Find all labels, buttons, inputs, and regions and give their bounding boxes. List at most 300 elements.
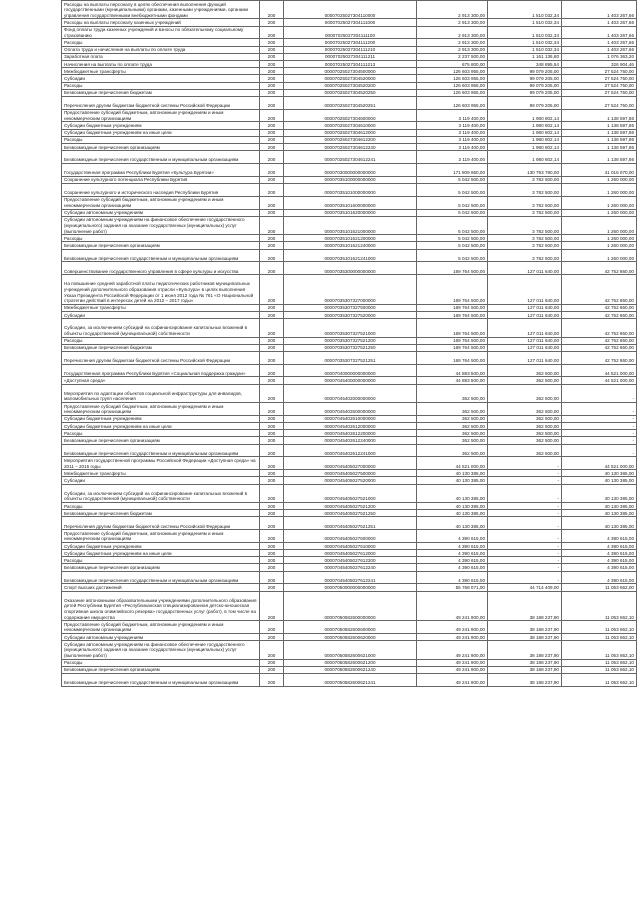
row-approved-cell: 3 119 400,00 — [417, 109, 488, 122]
row-remaining-cell: 42 752 860,00 — [562, 304, 637, 311]
row-name-cell: Субсидии бюджетным учреждениям на иные цели — [62, 550, 260, 557]
row-code-cell: 200 — [260, 109, 284, 122]
row-remaining-cell: 11 053 662,10 — [562, 674, 637, 687]
row-code-cell: 200 — [260, 584, 284, 591]
row-code-cell: 200 — [260, 176, 284, 183]
row-remaining-cell: - — [562, 423, 637, 430]
row-approved-cell: 44 883 500,00 — [417, 377, 488, 384]
table-row — [62, 591, 637, 621]
row-remaining-cell: 1 138 597,86 — [562, 136, 637, 143]
row-code-cell: 200 — [260, 82, 284, 89]
row-name-cell: Субсидии — [62, 477, 260, 484]
row-executed-cell: 1 980 802,14 — [488, 109, 562, 122]
row-code-cell: 200 — [260, 122, 284, 129]
row-approved-cell: 4 390 615,00 — [417, 542, 488, 549]
row-code-cell: 200 — [260, 184, 284, 197]
table-row — [62, 184, 637, 197]
row-code-cell: 200 — [260, 571, 284, 584]
expenditure-table — [61, 0, 637, 687]
table-row — [62, 122, 637, 129]
row-approved-cell: 169 764 500,00 — [417, 275, 488, 305]
row-executed-cell: - — [488, 470, 562, 477]
row-name-cell: Субсидии автономным учреждениям на финансовое обеспечение государственного (муниципального) задания на оказание государственных (муниципальных) услуг (выполнение работ) — [62, 641, 260, 659]
row-executed-cell: - — [488, 457, 562, 470]
row-code-cell: 200 — [260, 666, 284, 673]
row-remaining-cell: 44 521 000,00 — [562, 457, 637, 470]
row-executed-cell: 362 500,00 — [488, 403, 562, 416]
row-executed-cell: 99 079 205,00 — [488, 82, 562, 89]
row-name-cell: Оплата труда и начисления на выплаты по оплате труда — [62, 46, 260, 53]
table-row — [62, 262, 637, 275]
row-kbk-cell: 00007045405027612000 — [284, 550, 417, 557]
row-remaining-cell: 27 524 750,00 — [562, 68, 637, 75]
row-kbk-cell: 00007045405027521251 — [284, 517, 417, 530]
row-executed-cell: 3 782 500,00 — [488, 176, 562, 183]
row-name-cell: Расходы на выплаты персоналу в целях обеспечения выполнения функций государственными (муниципальными) органами, казенными учреждениями, органами управления государственными внебюджетными фондами — [62, 1, 260, 19]
table-row — [62, 89, 637, 96]
row-remaining-cell: 11 053 662,10 — [562, 634, 637, 641]
row-name-cell: Предоставление субсидий бюджетным, автономным учреждениям и иным некоммерческим организациям — [62, 196, 260, 209]
table-body — [62, 1, 637, 687]
row-name-cell: Субсидии бюджетным учреждениям на иные цели — [62, 129, 260, 136]
row-remaining-cell: 1 138 597,86 — [562, 109, 637, 122]
row-name-cell: Расходы — [62, 337, 260, 344]
row-kbk-cell: 00007035101000000000 — [284, 184, 417, 197]
row-approved-cell: 362 500,00 — [417, 444, 488, 457]
row-executed-cell: - — [488, 484, 562, 502]
row-approved-cell: 4 390 615,00 — [417, 530, 488, 543]
row-executed-cell: 3 782 500,00 — [488, 242, 562, 249]
row-remaining-cell: 40 130 385,00 — [562, 502, 637, 509]
row-code-cell: 200 — [260, 19, 284, 26]
row-remaining-cell: 40 130 385,00 — [562, 470, 637, 477]
row-code-cell: 200 — [260, 144, 284, 151]
row-remaining-cell: 1 403 267,66 — [562, 1, 637, 19]
table-row — [62, 502, 637, 509]
table-row — [62, 484, 637, 502]
row-code-cell: 200 — [260, 235, 284, 242]
row-code-cell: 200 — [260, 1, 284, 19]
row-name-cell: Предоставление субсидий бюджетным, автономным учреждениям и иным некоммерческим организациям — [62, 109, 260, 122]
row-kbk-cell: 00007025027304111211 — [284, 53, 417, 60]
row-executed-cell: 1 510 032,34 — [488, 39, 562, 46]
row-approved-cell: 44 521 000,00 — [417, 457, 488, 470]
row-code-cell: 200 — [260, 304, 284, 311]
row-kbk-cell: 00007040000000000000 — [284, 364, 417, 377]
row-name-cell: Безвозмездные перечисления государственным и муниципальным организациям — [62, 444, 260, 457]
row-kbk-cell: 00007045402610000000 — [284, 415, 417, 422]
row-code-cell: 200 — [260, 377, 284, 384]
table-row — [62, 75, 637, 82]
row-approved-cell: 40 130 385,00 — [417, 470, 488, 477]
table-row — [62, 82, 637, 89]
row-code-cell: 200 — [260, 351, 284, 364]
row-code-cell: 200 — [260, 96, 284, 109]
table-row — [62, 144, 637, 151]
row-executed-cell: 3 782 500,00 — [488, 184, 562, 197]
row-remaining-cell: 1 138 597,86 — [562, 129, 637, 136]
row-approved-cell: 2 913 300,00 — [417, 39, 488, 46]
row-executed-cell: 1 510 032,34 — [488, 1, 562, 19]
table-row — [62, 46, 637, 53]
row-approved-cell: 3 119 400,00 — [417, 129, 488, 136]
row-code-cell: 200 — [260, 415, 284, 422]
row-remaining-cell: 42 752 860,00 — [562, 344, 637, 351]
row-executed-cell: 38 188 237,90 — [488, 621, 562, 634]
row-name-cell: Сохранение культурного потенциала Республики Бурятия — [62, 176, 260, 183]
row-kbk-cell: 00007025027304111210 — [284, 46, 417, 53]
row-name-cell: Расходы — [62, 659, 260, 666]
row-kbk-cell: 00007025027304520251 — [284, 96, 417, 109]
row-name-cell: Субсидии, за исключением субсидий на софинансирование капитальных вложений в объекты государственной (муниципальной) собственности — [62, 484, 260, 502]
row-name-cell: Государственная программа Республики Бурятия «Культура Бурятии» — [62, 164, 260, 177]
table-row — [62, 470, 637, 477]
row-executed-cell: 38 188 237,90 — [488, 666, 562, 673]
row-code-cell: 200 — [260, 53, 284, 60]
row-approved-cell: 362 500,00 — [417, 423, 488, 430]
row-executed-cell: - — [488, 477, 562, 484]
row-kbk-cell: 00007025027304612241 — [284, 151, 417, 164]
table-row — [62, 659, 637, 666]
row-code-cell: 200 — [260, 457, 284, 470]
row-approved-cell: 5 042 500,00 — [417, 209, 488, 216]
row-remaining-cell: 42 752 860,00 — [562, 262, 637, 275]
row-remaining-cell: 40 130 385,00 — [562, 517, 637, 530]
row-kbk-cell: 00007045405027521200 — [284, 502, 417, 509]
row-approved-cell: 49 241 900,00 — [417, 634, 488, 641]
row-code-cell: 200 — [260, 444, 284, 457]
row-executed-cell: 3 782 500,00 — [488, 249, 562, 262]
table-row — [62, 96, 637, 109]
row-approved-cell: 49 241 900,00 — [417, 641, 488, 659]
row-executed-cell: - — [488, 502, 562, 509]
row-executed-cell: 362 500,00 — [488, 437, 562, 444]
row-code-cell: 200 — [260, 319, 284, 337]
table-row — [62, 319, 637, 337]
row-name-cell: Субсидии автономным учреждениям — [62, 209, 260, 216]
row-name-cell: Межбюджетные трансферты — [62, 304, 260, 311]
row-executed-cell: 127 011 640,00 — [488, 351, 562, 364]
row-code-cell: 200 — [260, 403, 284, 416]
row-remaining-cell: 41 016 070,00 — [562, 164, 637, 177]
row-remaining-cell: 40 130 385,00 — [562, 484, 637, 502]
row-name-cell: Безвозмездные перечисления бюджетам — [62, 510, 260, 517]
row-executed-cell: - — [488, 564, 562, 571]
row-remaining-cell: - — [562, 403, 637, 416]
row-approved-cell: 3 119 400,00 — [417, 144, 488, 151]
row-code-cell: 200 — [260, 89, 284, 96]
row-approved-cell: 44 883 500,00 — [417, 364, 488, 377]
table-row — [62, 176, 637, 183]
row-code-cell: 200 — [260, 364, 284, 377]
row-name-cell: Предоставление субсидий бюджетным, автономным учреждениям и иным некоммерческим организациям — [62, 621, 260, 634]
row-kbk-cell: 00007045405027521250 — [284, 510, 417, 517]
row-approved-cell: 40 130 385,00 — [417, 510, 488, 517]
row-executed-cell: 99 079 205,00 — [488, 89, 562, 96]
table-row — [62, 19, 637, 26]
row-name-cell: Безвозмездные перечисления государственным и муниципальным организациям — [62, 571, 260, 584]
row-kbk-cell: 00007035101620000000 — [284, 209, 417, 216]
row-approved-cell: 362 500,00 — [417, 437, 488, 444]
table-row — [62, 311, 637, 318]
row-kbk-cell: 00007045402612200000 — [284, 430, 417, 437]
row-remaining-cell: 27 524 750,00 — [562, 89, 637, 96]
row-approved-cell: 126 603 955,00 — [417, 75, 488, 82]
table-row — [62, 634, 637, 641]
row-code-cell: 200 — [260, 557, 284, 564]
table-row — [62, 621, 637, 634]
row-name-cell: Мероприятия государственной программы Российской Федерации «Доступная среда» на 2011 – 2015 годы — [62, 457, 260, 470]
table-row — [62, 423, 637, 430]
row-remaining-cell: 1 260 000,00 — [562, 184, 637, 197]
row-remaining-cell: 1 403 267,66 — [562, 26, 637, 39]
row-approved-cell: 49 241 900,00 — [417, 591, 488, 621]
row-approved-cell: 362 500,00 — [417, 430, 488, 437]
row-kbk-cell: 00007025027304610000 — [284, 122, 417, 129]
table-row — [62, 530, 637, 543]
row-kbk-cell: 00007025027304111000 — [284, 19, 417, 26]
row-kbk-cell: 00007045405027612240 — [284, 564, 417, 571]
table-row — [62, 542, 637, 549]
row-kbk-cell: 00007025027304520250 — [284, 89, 417, 96]
table-row — [62, 550, 637, 557]
row-executed-cell: 1 980 802,14 — [488, 136, 562, 143]
row-remaining-cell: 4 390 615,00 — [562, 571, 637, 584]
row-approved-cell: 5 042 500,00 — [417, 249, 488, 262]
row-kbk-cell: 00007050582600620000 — [284, 634, 417, 641]
table-row — [62, 351, 637, 364]
row-code-cell: 200 — [260, 39, 284, 46]
row-executed-cell: 1 980 802,14 — [488, 122, 562, 129]
row-code-cell: 200 — [260, 384, 284, 402]
row-executed-cell: 127 011 640,00 — [488, 262, 562, 275]
row-remaining-cell: 1 138 597,86 — [562, 151, 637, 164]
table-row — [62, 517, 637, 530]
row-executed-cell: 362 500,00 — [488, 423, 562, 430]
row-code-cell: 200 — [260, 437, 284, 444]
table-row — [62, 457, 637, 470]
row-kbk-cell: 00007045405027610000 — [284, 542, 417, 549]
row-executed-cell: 362 500,00 — [488, 444, 562, 457]
row-approved-cell: 5 042 500,00 — [417, 184, 488, 197]
row-executed-cell: 38 188 237,90 — [488, 591, 562, 621]
row-executed-cell: 3 782 500,00 — [488, 216, 562, 234]
row-approved-cell: 171 809 850,00 — [417, 164, 488, 177]
row-executed-cell: 44 714 409,00 — [488, 584, 562, 591]
row-approved-cell: 49 241 900,00 — [417, 621, 488, 634]
row-code-cell: 200 — [260, 621, 284, 634]
row-remaining-cell: 27 524 750,00 — [562, 96, 637, 109]
row-kbk-cell: 00007025027304111200 — [284, 39, 417, 46]
row-approved-cell: 126 603 955,00 — [417, 68, 488, 75]
report-sheet — [61, 0, 636, 687]
row-name-cell: Перечисления другим бюджетам бюджетной системы Российской Федерации — [62, 517, 260, 530]
table-row — [62, 337, 637, 344]
table-row — [62, 39, 637, 46]
row-remaining-cell: 44 521 000,00 — [562, 364, 637, 377]
row-name-cell: Безвозмездные перечисления государственным и муниципальным организациям — [62, 249, 260, 262]
row-kbk-cell: 00007045402600000000 — [284, 403, 417, 416]
row-remaining-cell: 1 138 597,86 — [562, 144, 637, 151]
row-code-cell: 200 — [260, 262, 284, 275]
row-kbk-cell: 00007045402612000000 — [284, 423, 417, 430]
row-name-cell: Совершенствование государственного управления в сфере культуры и искусства — [62, 262, 260, 275]
row-remaining-cell: 42 752 860,00 — [562, 351, 637, 364]
row-executed-cell: 348 895,54 — [488, 60, 562, 67]
row-remaining-cell: - — [562, 444, 637, 457]
row-kbk-cell: 00007025027304111100 — [284, 26, 417, 39]
row-kbk-cell: 00007035101621000000 — [284, 216, 417, 234]
row-remaining-cell: 27 524 750,00 — [562, 75, 637, 82]
row-name-cell: Начисления на выплаты по оплате труда — [62, 60, 260, 67]
row-name-cell: Мероприятия по адаптации объектов социальной инфраструктуры для инвалидов, маломобильных групп населения — [62, 384, 260, 402]
row-name-cell: Безвозмездные перечисления организациям — [62, 144, 260, 151]
table-row — [62, 235, 637, 242]
row-remaining-cell: 1 260 000,00 — [562, 249, 637, 262]
row-kbk-cell: 00007045405027612241 — [284, 571, 417, 584]
row-remaining-cell: 40 130 385,00 — [562, 477, 637, 484]
row-name-cell: Заработная плата — [62, 53, 260, 60]
row-kbk-cell: 00007050582600621200 — [284, 659, 417, 666]
row-executed-cell: - — [488, 571, 562, 584]
row-remaining-cell: 1 260 000,00 — [562, 235, 637, 242]
row-code-cell: 200 — [260, 564, 284, 571]
row-kbk-cell: 00007050582600621000 — [284, 641, 417, 659]
row-kbk-cell: 00007035307327000000 — [284, 275, 417, 305]
row-remaining-cell: 11 053 662,10 — [562, 591, 637, 621]
row-approved-cell: 5 042 500,00 — [417, 242, 488, 249]
row-kbk-cell: 00007035307327521250 — [284, 344, 417, 351]
row-executed-cell: 127 011 640,00 — [488, 304, 562, 311]
row-name-cell: Безвозмездные перечисления организациям — [62, 242, 260, 249]
row-executed-cell: 38 188 237,90 — [488, 634, 562, 641]
row-executed-cell: 3 782 500,00 — [488, 196, 562, 209]
row-kbk-cell: 00007025027304612000 — [284, 129, 417, 136]
table-row — [62, 377, 637, 384]
table-row — [62, 53, 637, 60]
row-approved-cell: 169 764 500,00 — [417, 304, 488, 311]
row-code-cell: 200 — [260, 311, 284, 318]
row-name-cell: Фонд оплаты труда казенных учреждений и взносы по обязательному социальному страхованию — [62, 26, 260, 39]
row-approved-cell: 5 042 500,00 — [417, 216, 488, 234]
row-approved-cell: 2 913 300,00 — [417, 1, 488, 19]
row-remaining-cell: 1 403 267,66 — [562, 39, 637, 46]
row-code-cell: 200 — [260, 634, 284, 641]
row-approved-cell: 126 603 955,00 — [417, 89, 488, 96]
row-kbk-cell: 00007045405027521000 — [284, 484, 417, 502]
row-approved-cell: 55 768 071,00 — [417, 584, 488, 591]
row-kbk-cell: 00007045402612241000 — [284, 444, 417, 457]
row-remaining-cell: 1 076 363,20 — [562, 53, 637, 60]
row-remaining-cell: 40 130 385,00 — [562, 510, 637, 517]
row-remaining-cell: 4 390 615,00 — [562, 530, 637, 543]
row-name-cell: Предоставление субсидий бюджетным, автономным учреждениям и иным некоммерческим организациям — [62, 403, 260, 416]
table-row — [62, 196, 637, 209]
row-remaining-cell: 11 053 662,10 — [562, 621, 637, 634]
row-executed-cell: 127 011 640,00 — [488, 275, 562, 305]
row-name-cell: Субсидии — [62, 75, 260, 82]
row-kbk-cell: 00007025027304110000 — [284, 1, 417, 19]
row-code-cell: 200 — [260, 484, 284, 502]
table-row — [62, 430, 637, 437]
row-remaining-cell: - — [562, 415, 637, 422]
row-name-cell: Межбюджетные трансферты — [62, 470, 260, 477]
row-executed-cell: - — [488, 530, 562, 543]
row-approved-cell: 169 764 500,00 — [417, 262, 488, 275]
row-approved-cell: 169 764 500,00 — [417, 351, 488, 364]
row-approved-cell: 4 390 615,00 — [417, 571, 488, 584]
row-executed-cell: 362 500,00 — [488, 377, 562, 384]
row-code-cell: 200 — [260, 659, 284, 666]
row-approved-cell: 362 500,00 — [417, 415, 488, 422]
row-remaining-cell: 42 752 860,00 — [562, 311, 637, 318]
row-approved-cell: 362 500,00 — [417, 384, 488, 402]
row-kbk-cell: 00007050000000000000 — [284, 584, 417, 591]
row-remaining-cell: - — [562, 437, 637, 444]
row-kbk-cell: 00007025027304612240 — [284, 144, 417, 151]
row-name-cell: Перечисления другим бюджетам бюджетной системы Российской Федерации — [62, 96, 260, 109]
table-row — [62, 641, 637, 659]
row-remaining-cell: 1 260 000,00 — [562, 196, 637, 209]
table-row — [62, 571, 637, 584]
row-executed-cell: 1 980 802,14 — [488, 151, 562, 164]
row-approved-cell: 5 042 500,00 — [417, 176, 488, 183]
row-kbk-cell: 00007035307327521000 — [284, 319, 417, 337]
row-remaining-cell: 27 524 750,00 — [562, 82, 637, 89]
row-executed-cell: 38 188 237,90 — [488, 641, 562, 659]
row-remaining-cell: 4 390 615,00 — [562, 550, 637, 557]
row-approved-cell: 2 913 300,00 — [417, 26, 488, 39]
row-code-cell: 200 — [260, 151, 284, 164]
row-code-cell: 200 — [260, 129, 284, 136]
row-kbk-cell: 00007025027304520200 — [284, 82, 417, 89]
row-name-cell: Расходы — [62, 235, 260, 242]
row-remaining-cell: 4 390 615,00 — [562, 564, 637, 571]
row-remaining-cell: 1 403 267,66 — [562, 46, 637, 53]
row-kbk-cell: 00007045405027000000 — [284, 457, 417, 470]
row-approved-cell: 5 042 500,00 — [417, 235, 488, 242]
row-executed-cell: 1 510 032,34 — [488, 46, 562, 53]
row-name-cell: Субсидии бюджетным учреждениям — [62, 542, 260, 549]
row-kbk-cell: 00007025027304600000 — [284, 109, 417, 122]
row-name-cell: Безвозмездные перечисления организациям — [62, 666, 260, 673]
row-code-cell: 200 — [260, 510, 284, 517]
row-executed-cell: 362 500,00 — [488, 430, 562, 437]
row-kbk-cell: 00007045405027500000 — [284, 470, 417, 477]
row-kbk-cell: 00007050582600000000 — [284, 591, 417, 621]
row-remaining-cell: 11 053 662,10 — [562, 659, 637, 666]
row-approved-cell: 3 119 400,00 — [417, 122, 488, 129]
row-remaining-cell: 44 521 000,00 — [562, 377, 637, 384]
row-executed-cell: 362 500,00 — [488, 364, 562, 377]
row-kbk-cell: 00007025027304500000 — [284, 68, 417, 75]
row-approved-cell: 2 237 500,00 — [417, 53, 488, 60]
row-approved-cell: 4 390 615,00 — [417, 564, 488, 571]
row-executed-cell: - — [488, 510, 562, 517]
row-remaining-cell: 42 752 860,00 — [562, 275, 637, 305]
row-code-cell: 200 — [260, 591, 284, 621]
row-code-cell: 200 — [260, 530, 284, 543]
table-row — [62, 403, 637, 416]
row-name-cell: Субсидии бюджетным учреждениям — [62, 415, 260, 422]
row-approved-cell: 126 603 955,00 — [417, 96, 488, 109]
row-kbk-cell: 00007035307327520000 — [284, 311, 417, 318]
table-row — [62, 68, 637, 75]
row-name-cell: Расходы — [62, 136, 260, 143]
row-code-cell: 200 — [260, 430, 284, 437]
table-row — [62, 510, 637, 517]
row-code-cell: 200 — [260, 26, 284, 39]
